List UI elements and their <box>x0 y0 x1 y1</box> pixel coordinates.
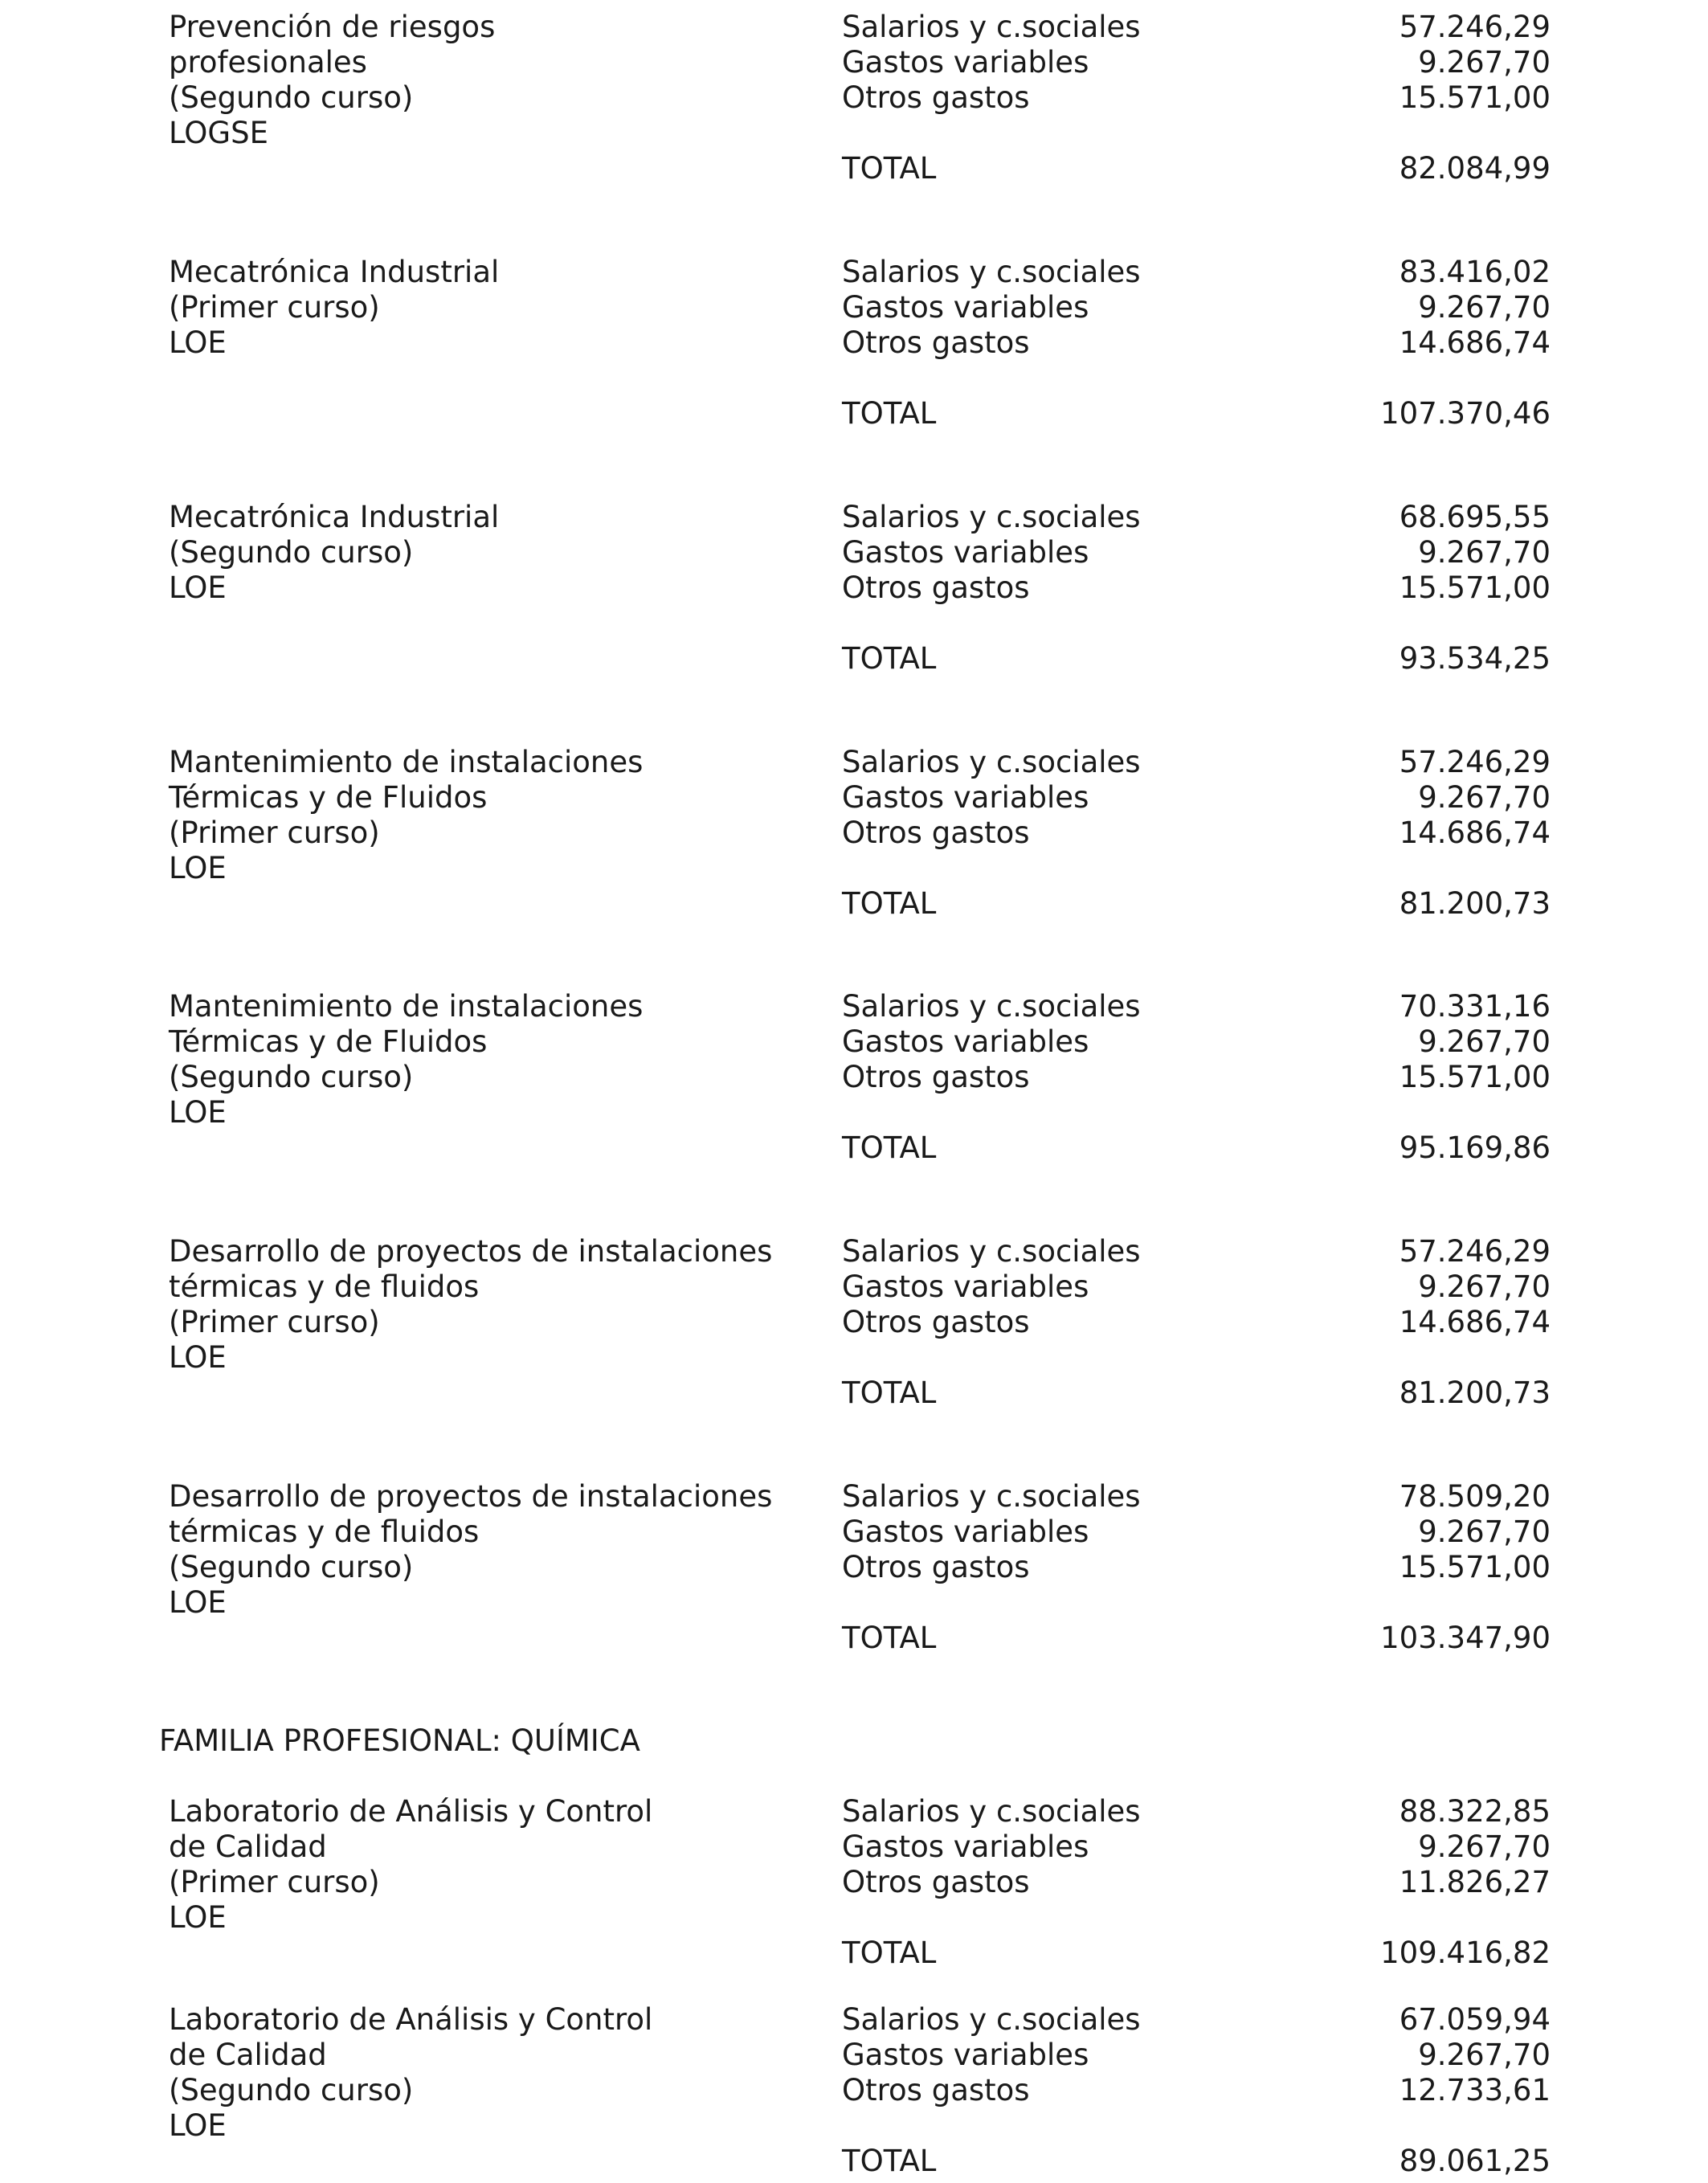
cost-labels <box>842 500 1244 606</box>
cost-amounts <box>1285 255 1551 361</box>
description-line: LOE <box>169 1095 227 1130</box>
cost-labels <box>842 2002 1244 2108</box>
description-line: Mecatrónica Industrial <box>169 255 500 289</box>
cost-label: Salarios y c.sociales <box>842 989 1141 1024</box>
total-amount: 81.200,73 <box>1399 886 1551 921</box>
total-amount: 103.347,90 <box>1380 1621 1551 1655</box>
cost-labels <box>842 255 1244 361</box>
cost-labels <box>842 1794 1244 1900</box>
cost-label: Salarios y c.sociales <box>842 1479 1141 1514</box>
total-label: TOTAL <box>842 1376 937 1410</box>
description-line: Térmicas y de Fluidos <box>169 780 488 815</box>
cost-amount: 57.246,29 <box>1399 745 1551 779</box>
cost-label: Otros gastos <box>842 1550 1030 1584</box>
cost-amount: 14.686,74 <box>1399 1305 1551 1339</box>
description-line: (Segundo curso) <box>169 2073 414 2107</box>
cost-amount: 14.686,74 <box>1399 816 1551 850</box>
cost-amount: 14.686,74 <box>1399 325 1551 360</box>
description-line: (Primer curso) <box>169 1305 380 1339</box>
description-line: LOE <box>169 851 227 885</box>
description-line: Mecatrónica Industrial <box>169 500 500 534</box>
cost-label: Otros gastos <box>842 1305 1030 1339</box>
cost-amount: 15.571,00 <box>1399 1550 1551 1584</box>
cost-label: Gastos variables <box>842 1024 1089 1059</box>
cost-label: Salarios y c.sociales <box>842 1234 1141 1269</box>
cost-labels <box>842 745 1244 851</box>
description-line: profesionales <box>169 45 367 80</box>
cost-labels <box>842 10 1244 116</box>
entry-description <box>169 10 892 151</box>
description-line: LOE <box>169 325 227 360</box>
cost-amount: 9.267,70 <box>1418 1024 1551 1059</box>
cost-label: Otros gastos <box>842 80 1030 115</box>
entry-description <box>169 2002 892 2144</box>
description-line: Desarrollo de proyectos de instalaciones <box>169 1234 773 1269</box>
description-line: (Segundo curso) <box>169 80 414 115</box>
description-line: LOE <box>169 1585 227 1620</box>
entry-description <box>169 1794 892 1936</box>
total-label: TOTAL <box>842 1936 937 1970</box>
cost-label: Gastos variables <box>842 535 1089 570</box>
description-line: Mantenimiento de instalaciones <box>169 745 644 779</box>
description-line: LOE <box>169 2108 227 2143</box>
cost-label: Otros gastos <box>842 1060 1030 1094</box>
description-line: Térmicas y de Fluidos <box>169 1024 488 1059</box>
cost-amount: 15.571,00 <box>1399 1060 1551 1094</box>
cost-labels <box>842 989 1244 1095</box>
entry-description <box>169 1479 892 1621</box>
cost-amounts <box>1285 989 1551 1095</box>
cost-label: Otros gastos <box>842 2073 1030 2107</box>
description-line: LOGSE <box>169 116 268 150</box>
cost-amount: 83.416,02 <box>1399 255 1551 289</box>
cost-amounts <box>1285 1794 1551 1900</box>
cost-label: Salarios y c.sociales <box>842 1794 1141 1829</box>
description-line: térmicas y de fluidos <box>169 1269 480 1304</box>
cost-label: Gastos variables <box>842 45 1089 80</box>
cost-amount: 15.571,00 <box>1399 80 1551 115</box>
total-label: TOTAL <box>842 396 937 431</box>
description-line: (Primer curso) <box>169 816 380 850</box>
description-line: de Calidad <box>169 1829 327 1864</box>
cost-label: Otros gastos <box>842 1865 1030 1899</box>
description-line: LOE <box>169 570 227 605</box>
total-amount: 89.061,25 <box>1399 2144 1551 2178</box>
cost-label: Gastos variables <box>842 1515 1089 1549</box>
total-amount: 82.084,99 <box>1399 151 1551 186</box>
cost-label: Gastos variables <box>842 1269 1089 1304</box>
cost-label: Otros gastos <box>842 325 1030 360</box>
total-label: TOTAL <box>842 641 937 676</box>
total-amount: 109.416,82 <box>1380 1936 1551 1970</box>
cost-label: Otros gastos <box>842 570 1030 605</box>
description-line: Prevención de riesgos <box>169 10 496 44</box>
cost-amounts <box>1285 745 1551 851</box>
description-line: LOE <box>169 1900 227 1935</box>
cost-amounts <box>1285 1479 1551 1585</box>
cost-label: Salarios y c.sociales <box>842 745 1141 779</box>
cost-label: Salarios y c.sociales <box>842 2002 1141 2037</box>
entry-description <box>169 255 892 361</box>
entry-description <box>169 500 892 606</box>
cost-amount: 68.695,55 <box>1399 500 1551 534</box>
cost-amount: 9.267,70 <box>1418 45 1551 80</box>
cost-label: Gastos variables <box>842 290 1089 325</box>
cost-amount: 88.322,85 <box>1399 1794 1551 1829</box>
cost-amount: 9.267,70 <box>1418 1829 1551 1864</box>
total-amount: 93.534,25 <box>1399 641 1551 676</box>
description-line: Laboratorio de Análisis y Control <box>169 2002 653 2037</box>
description-line: de Calidad <box>169 2038 327 2072</box>
total-amount: 95.169,86 <box>1399 1130 1551 1165</box>
cost-labels <box>842 1234 1244 1340</box>
entry-description <box>169 745 892 886</box>
cost-amount: 57.246,29 <box>1399 10 1551 44</box>
cost-amount: 9.267,70 <box>1418 780 1551 815</box>
family-heading: FAMILIA PROFESIONAL: QUÍMICA <box>159 1723 640 1758</box>
cost-label: Otros gastos <box>842 816 1030 850</box>
cost-amount: 70.331,16 <box>1399 989 1551 1024</box>
cost-amount: 67.059,94 <box>1399 2002 1551 2037</box>
total-amount: 107.370,46 <box>1380 396 1551 431</box>
total-label: TOTAL <box>842 1130 937 1165</box>
description-line: (Primer curso) <box>169 290 380 325</box>
total-label: TOTAL <box>842 2144 937 2178</box>
cost-label: Salarios y c.sociales <box>842 500 1141 534</box>
total-amount: 81.200,73 <box>1399 1376 1551 1410</box>
cost-label: Salarios y c.sociales <box>842 255 1141 289</box>
cost-amounts <box>1285 500 1551 606</box>
cost-amounts <box>1285 10 1551 116</box>
cost-amount: 78.509,20 <box>1399 1479 1551 1514</box>
cost-amount: 9.267,70 <box>1418 2038 1551 2072</box>
cost-label: Gastos variables <box>842 2038 1089 2072</box>
description-line: Mantenimiento de instalaciones <box>169 989 644 1024</box>
description-line: (Segundo curso) <box>169 1550 414 1584</box>
cost-amount: 57.246,29 <box>1399 1234 1551 1269</box>
description-line: (Segundo curso) <box>169 1060 414 1094</box>
total-label: TOTAL <box>842 886 937 921</box>
cost-amounts <box>1285 2002 1551 2108</box>
cost-amount: 9.267,70 <box>1418 1515 1551 1549</box>
cost-amount: 9.267,70 <box>1418 535 1551 570</box>
description-line: LOE <box>169 1340 227 1375</box>
description-line: Laboratorio de Análisis y Control <box>169 1794 653 1829</box>
cost-amounts <box>1285 1234 1551 1340</box>
description-line: (Segundo curso) <box>169 535 414 570</box>
cost-amount: 12.733,61 <box>1399 2073 1551 2107</box>
cost-label: Salarios y c.sociales <box>842 10 1141 44</box>
description-line: Desarrollo de proyectos de instalaciones <box>169 1479 773 1514</box>
cost-amount: 9.267,70 <box>1418 1269 1551 1304</box>
cost-labels <box>842 1479 1244 1585</box>
cost-amount: 15.571,00 <box>1399 570 1551 605</box>
description-line: térmicas y de fluidos <box>169 1515 480 1549</box>
total-label: TOTAL <box>842 1621 937 1655</box>
entry-description <box>169 989 892 1130</box>
cost-amount: 11.826,27 <box>1399 1865 1551 1899</box>
total-label: TOTAL <box>842 151 937 186</box>
description-line: (Primer curso) <box>169 1865 380 1899</box>
cost-label: Gastos variables <box>842 780 1089 815</box>
cost-label: Gastos variables <box>842 1829 1089 1864</box>
entry-description <box>169 1234 892 1376</box>
cost-amount: 9.267,70 <box>1418 290 1551 325</box>
